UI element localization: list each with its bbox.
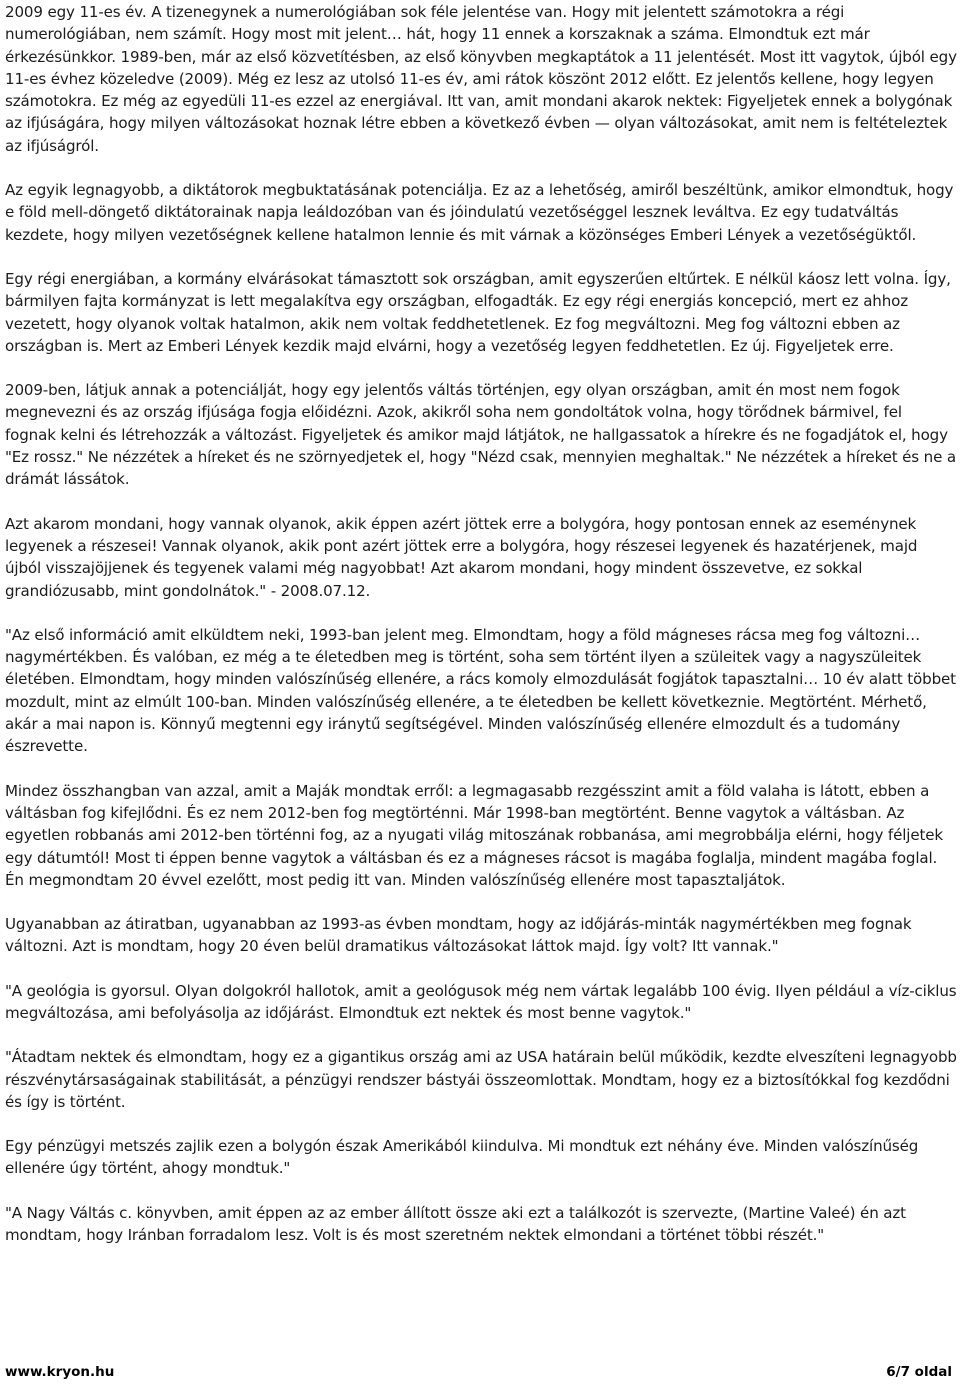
paragraph-3: Egy régi energiában, a kormány elvárásokat támasztott sok országban, amit egyszerűen eltűrtek. E nélkül káosz lett volna. Így, bármilyen fajta kormányzat is lett megalakítva egy országban, elfogadták. Ez egy régi energiás koncepció, mert ez ahhoz vezetett, hogy olyanok voltak hatalmon, akik nem voltak feddhetetlenek. Ez fog megváltozni. Meg fog változni ebben az országban is. Mert az Emberi Lények kezdik majd elvárni, hogy a vezetőség legyen feddhetetlen. Ez új. Figyeljetek erre.: [5, 269, 951, 355]
document-body: [5, 1, 957, 1268]
paragraph-12: "A Nagy Váltás c. könyvben, amit éppen az az ember állított össze aki ezt a találkozót is szervezte, (Martine Valeé) én azt mondtam, hogy Iránban forradalom lesz. Volt is és most szeretném nektek elmondani a történet többi részét.": [5, 1203, 906, 1245]
paragraph-10: "Átadtam nektek és elmondtam, hogy ez a gigantikus ország ami az USA határain belül működik, kezdte elveszíteni legnagyobb részvénytársaságainak stabilitását, a pénzügyi rendszer bástyái összeomlottak. Mondtam, hogy ez a biztosítókkal fog kezdődni és így is történt.: [5, 1048, 957, 1111]
paragraph-8: Ugyanabban az átiratban, ugyanabban az 1993-as évben mondtam, hogy az időjárás-minták nagymértékben meg fognak változni. Azt is mondtam, hogy 20 éven belül dramatikus változásokat láttok majd. Így volt? Itt vannak.": [5, 915, 912, 956]
paragraph-2: Az egyik legnagyobb, a diktátorok megbuktatásának potenciálja. Ez az a lehetőség, amiről beszéltünk, amikor elmondtuk, hogy e föld mell-döngető diktátorainak napja leáldozóban van és jóindulatú vezetőséggel lesznek leváltva. Ez egy tudatváltás kezdete, hogy milyen vezetőségnek kellene hatalmon lennie és mit várnak a közönséges Emberi Lények a vezetőségüktől.: [5, 181, 954, 244]
page-footer: [5, 1364, 952, 1384]
paragraph-9: "A geológia is gyorsul. Olyan dolgokról hallotok, amit a geológusok még nem vártak legalább 100 évig. Ilyen például a víz-ciklus megváltozása, ami befolyásolja az időjárást. Elmondtuk ezt nektek és most benne vagytok.": [5, 981, 957, 1022]
footer-page-number: 6/7 oldal: [886, 1364, 952, 1380]
paragraph-6: "Az első információ amit elküldtem neki, 1993-ban jelent meg. Elmondtam, hogy a föld mágneses rácsa meg fog változni… nagymértékben. És valóban, ez még a te életedben meg is történt, soha sem történt ilyen a szüleitek vagy a nagyszüleitek életében. Elmondtam, hogy minden valószínűség ellenére, a rács komoly elmozdulását fogjátok tapasztalni… 10 év alatt többet mozdult, mint az elmúlt 100-ban. Minden valószínűség ellenére, a te életedben be kellett következnie. Megtörtént. Mérhető, akár a mai napon is. Könnyű megtenni egy iránytű segítségével. Minden valószínűség ellenére elmozdult és a tudomány észrevette.: [5, 625, 956, 756]
paragraph-1: 2009 egy 11-es év. A tizenegynek a numerológiában sok féle jelentése van. Hogy mit jelentett számotokra a régi numerológiában, nem számít. Hogy most mit jelent… hát, hogy 11 ennek a korszaknak a száma. Elmondtuk ezt már érkezésünkkor. 1989-ben, már az első közvetítésben, az első könyvben megkaptátok a 11 jelentését. Most itt vagytok, újból egy 11-es évhez közeledve (2009). Még ez lesz az utolsó 11-es év, ami rátok köszönt 2012 előtt. Ez jelentős kellene, hogy legyen számotokra. Ez még az egyedüli 11-es ezzel az energiával. Itt van, amit mondani akarok nektek: Figyeljetek ennek a bolygónak az ifjúságára, hogy milyen változásokat hoznak létre ebben a következő évben — olyan változásokat, amit nem is feltételeztek az ifjúságról.: [5, 3, 957, 155]
paragraph-11: Egy pénzügyi metszés zajlik ezen a bolygón észak Amerikából kiindulva. Mi mondtuk ezt néhány éve. Minden valószínűség ellenére úgy történt, ahogy mondtuk.": [5, 1137, 919, 1178]
paragraph-5: Azt akarom mondani, hogy vannak olyanok, akik éppen azért jöttek erre a bolygóra, hogy pontosan ennek az eseménynek legyenek a részesei! Vannak olyanok, akik pont azért jöttek erre a bolygóra, hogy részesei legyenek és hazatérjenek, majd újból visszajöjjenek és tegyenek valami még nagyobbat! Azt akarom mondani, hogy mindent összevetve, ez sokkal grandiózusabb, mint gondolnátok." - 2008.07.12.: [5, 514, 918, 600]
paragraph-7: Mindez összhangban van azzal, amit a Maják mondtak erről: a legmagasabb rezgésszint amit a föld valaha is látott, ebben a váltásban fog kifejlődni. És ez nem 2012-ben fog megtörténni. Már 1998-ban megtörtént. Benne vagytok a váltásban. Az egyetlen robbanás ami 2012-ben történni fog, az a nyugati világ mitoszának robbanása, ami megrobbálja elérni, hogy féljetek egy dátumtól! Most ti éppen benne vagytok a váltásban és ez a mágneses rácsot is magába foglalja, mindent magába foglal. Én megmondtam 20 évvel ezelőtt, most pedig itt van. Minden valószínűség ellenére most tapasztaljátok.: [5, 781, 943, 889]
footer-site-url: www.kryon.hu: [5, 1364, 115, 1380]
paragraph-4: 2009-ben, látjuk annak a potenciálját, hogy egy jelentős váltás történjen, egy olyan országban, amit én most nem fogok megnevezni és az ország ifjúsága fogja előidézni. Azok, akikről soha nem gondoltátok volna, hogy törődnek bármivel, fel fognak kelni és létrehozzák a változást. Figyeljetek és amikor majd látjátok, ne hallgassatok a hírekre és ne fogadjátok el, hogy "Ez rossz." Ne nézzétek a híreket és ne szörnyedjetek el, hogy "Nézd csak, mennyien meghaltak." Ne nézzétek a híreket és ne a drámát lássátok.: [5, 381, 956, 489]
